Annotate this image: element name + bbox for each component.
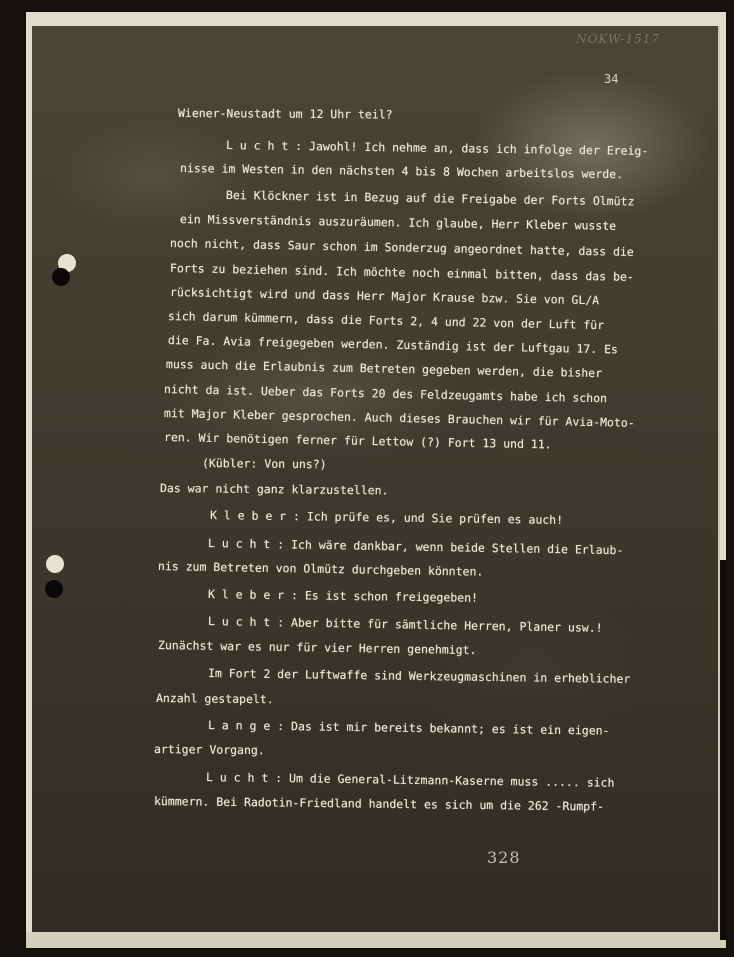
text-line: mit Major Kleber gesprochen. Auch dieses Brauchen wir für Avia-Moto- [163,406,635,430]
text-line: nisse im Westen in den nächsten 4 bis 8 Wochen arbeitslos werde. [179,161,624,182]
text-line: (Kübler: Von uns?) [201,456,327,472]
text-line: muss auch die Erlaubnis zum Betreten gegeben werden, die bisher [165,357,603,381]
text-line: L a n g e : Das ist mir bereits bekannt; es ist ein eigen- [207,718,610,738]
text-line: ein Missverständnis auszuräumen. Ich glaube, Herr Kleber wusste [179,212,617,233]
text-line: Im Fort 2 der Luftwaffe sind Werkzeugmaschinen in erheblicher [207,666,631,686]
text-line: Forts zu beziehen sind. Ich möchte noch einmal bitten, dass das be- [169,261,634,284]
folio-number: 328 [487,848,521,867]
text-line: Das war nicht ganz klarzustellen. [159,481,389,498]
text-line: nicht da ist. Ueber das Forts 20 des Feldzeugamts habe ich schon [163,382,608,406]
text-line: sich darum kümmern, dass die Forts 2, 4 und 22 von der Luft für [167,309,605,333]
text-line: die Fa. Avia freigegeben werden. Zuständig ist der Luftgau 17. Es [167,333,619,357]
scan-edge [720,560,726,940]
text-line: K l e b e r : Es ist schon freigegeben! [207,587,479,605]
punch-hole-icon [45,580,63,598]
text-line: Anzahl gestapelt. [155,691,274,707]
text-line: K l e b e r : Ich prüfe es, und Sie prüfen es auch! [209,508,564,527]
document-page [26,12,726,948]
text-line: L u c h t : Aber bitte für sämtliche Herren, Planer usw.! [207,614,603,635]
punch-hole-icon [46,555,64,573]
typed-text-block [32,26,718,932]
text-line: Zunächst war es nur für vier Herren genehmigt. [157,638,477,658]
text-line: ren. Wir benötigen ferner für Lettow (?) Fort 13 und 11. [163,430,552,452]
page-number: 34 [604,72,619,86]
photocopy-area [32,26,720,932]
text-line: rücksichtigt wird und dass Herr Major Krause bzw. Sie von GL/A [169,285,600,308]
text-line: L u c h t : Ich wäre dankbar, wenn beide Stellen die Erlaub- [207,536,624,558]
text-line: nis zum Betreten von Olmütz durchgeben könnten. [157,559,484,579]
paper-bottom-edge [26,932,726,948]
text-line: kümmern. Bei Radotin-Friedland handelt es sich um die 262 -Rumpf- [153,794,605,814]
punch-hole-icon [52,268,70,286]
text-line: L u c h t : Um die General-Litzmann-Kaserne muss ..... sich [205,770,615,790]
text-line: L u c h t : Jawohl! Ich nehme an, dass ich infolge der Ereig- [225,138,649,158]
text-line: Bei Klöckner ist in Bezug auf die Freigabe der Forts Olmütz [225,188,635,209]
archive-mark: NOKW-1517 [576,32,660,46]
text-line: Wiener-Neustadt um 12 Uhr teil? [177,106,393,122]
text-line: noch nicht, dass Saur schon im Sonderzug angeordnet hatte, dass die [169,236,634,259]
text-line: artiger Vorgang. [153,742,265,758]
